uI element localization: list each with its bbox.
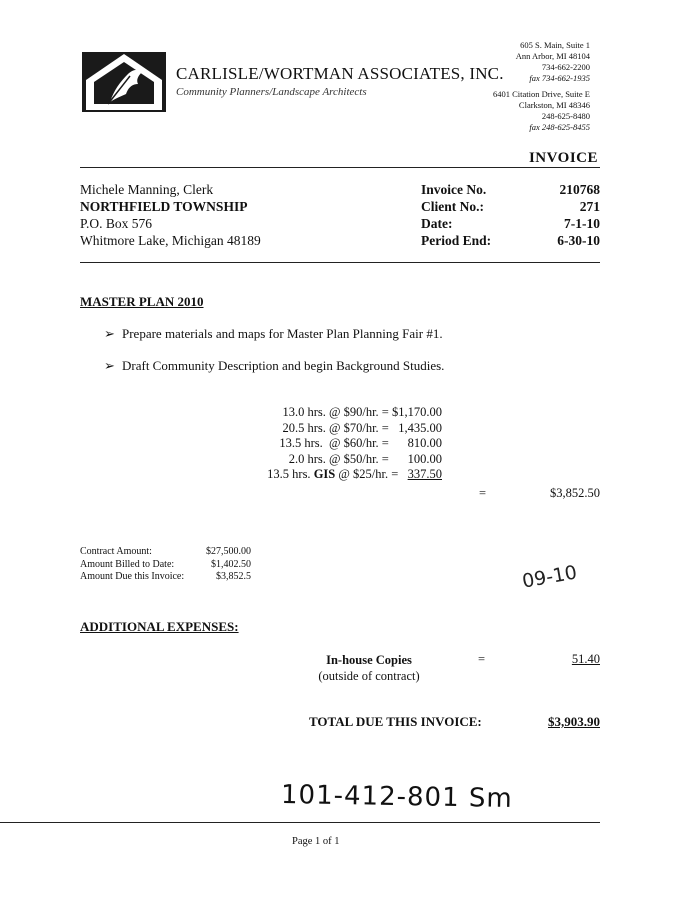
contract-labels [80,546,184,584]
document-title: INVOICE [528,150,598,166]
hours-amount: 337.50 [407,467,442,481]
task-bullet [104,326,443,342]
divider [80,167,600,168]
gis-label: GIS [313,467,336,481]
address-clarkston [470,89,590,133]
expense-amount: 51.40 [571,652,600,666]
page-number: Page 1 of 1 [292,836,340,847]
hours-rate: @ $25/hr. = [335,467,408,481]
expense-item [300,652,438,684]
client-po-box: P.O. Box 576 [80,216,153,231]
amount-due: $3,852.5 [216,571,251,582]
contract-amount: $27,500.00 [206,546,251,557]
total-label: TOTAL DUE THIS INVOICE: [309,714,482,729]
master-plan-subtotal: $3,852.50 [550,486,600,500]
meta-label: Invoice No. [421,182,487,197]
address-line: fax 734-662-1935 [529,73,590,83]
hours-line: 2.0 hrs. @ $50/hr. = 100.00 [288,451,442,466]
invoice-number: 210768 [559,182,600,197]
address-line: Clarkston, MI 48346 [518,100,590,110]
divider [0,822,600,823]
hours-line-gis [200,467,442,483]
contract-values [196,546,251,584]
total-amount: $3,903.90 [548,714,600,729]
task-text: Draft Community Description and begin Background Studies. [122,358,445,373]
meta-label: Client No.: [421,199,484,214]
section-title-master-plan: MASTER PLAN 2010 [80,294,204,309]
section-title-additional: ADDITIONAL EXPENSES: [80,619,239,634]
hours-line: 13.0 hrs. @ $90/hr. = $1,170.00 [282,405,442,419]
handwritten-account-code: 101-412-801 Sm [280,779,513,815]
task-text: Prepare materials and maps for Master Plan Planning Fair #1. [122,326,443,341]
address-line: 248-625-8480 [541,111,590,121]
invoice-date: 7-1-10 [564,216,600,231]
meta-label: Date: [421,216,453,231]
meta-label: Period End: [421,233,492,248]
invoice-meta-labels [421,181,491,249]
company-logo [80,46,168,114]
expense-note: (outside of contract) [318,669,420,683]
task-bullet [104,358,444,374]
contract-label: Amount Due this Invoice: [80,571,185,582]
client-city: Whitmore Lake, Michigan 48189 [80,233,261,248]
address-ann-arbor [470,40,590,84]
billed-to-date: $1,402.50 [211,558,251,570]
client-name: Michele Manning, Clerk [80,182,214,197]
client-org: NORTHFIELD TOWNSHIP [80,199,248,214]
arrow-bullet-icon: ➢ [104,358,115,373]
equals-sign: = [478,652,486,666]
client-address [80,181,261,249]
divider [80,262,600,263]
contract-label: Amount Billed to Date: [80,558,175,570]
expense-name: In-house Copies [326,653,412,667]
client-number: 271 [579,199,600,214]
hours-breakdown [200,405,442,483]
equals-sign: = [479,486,487,500]
arrow-bullet-icon: ➢ [104,326,115,341]
address-line: fax 248-625-8455 [529,122,590,132]
period-end: 6-30-10 [557,233,600,248]
address-line: 6401 Citation Drive, Suite E [492,89,590,99]
company-tagline: Community Planners/Landscape Architects [176,86,367,98]
address-line: 605 S. Main, Suite 1 [520,40,590,50]
address-line: Ann Arbor, MI 48104 [515,51,590,61]
contract-label: Contract Amount: [80,546,152,557]
company-name: CARLISLE/WORTMAN ASSOCIATES, INC. [176,64,504,83]
hours-line: 20.5 hrs. @ $70/hr. = 1,435.00 [282,420,442,435]
address-line: 734-662-2200 [541,62,590,72]
handwritten-note: 09-10 [520,561,579,593]
hours-line: 13.5 hrs. @ $60/hr. = 810.00 [279,436,442,450]
hours-prefix: 13.5 hrs. [267,467,314,481]
invoice-meta-values [557,181,600,249]
